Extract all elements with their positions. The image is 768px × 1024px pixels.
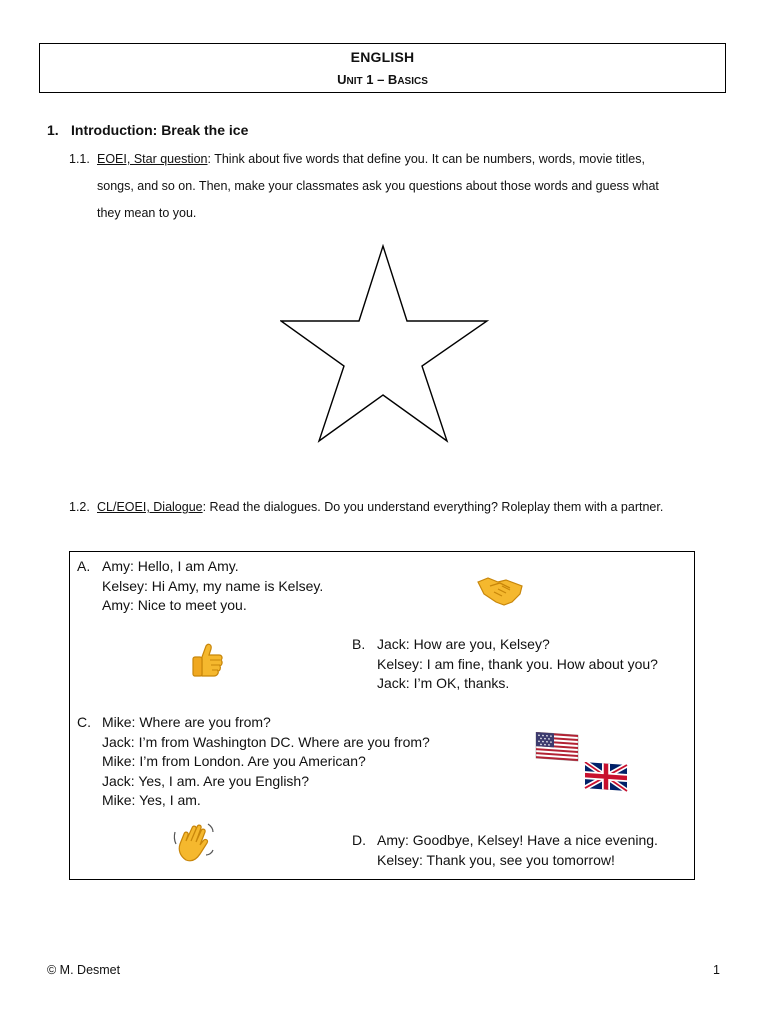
thumbs-up-emoji-icon xyxy=(190,642,224,678)
dialogue-b-text: Jack: How are you, Kelsey? xyxy=(377,636,550,652)
unit-title-mid: 1 – xyxy=(362,72,388,87)
activity-1-2-text: : Read the dialogues. Do you understand everything? Roleplay them with a partner. xyxy=(202,500,664,514)
dialogue-d-letter: D. xyxy=(352,832,366,848)
activity-1-1-line1 xyxy=(69,146,739,173)
dialogue-a-line: Kelsey: Hi Amy, my name is Kelsey. xyxy=(102,577,324,594)
unit-title-b: B xyxy=(387,72,398,87)
activity-1-2 xyxy=(69,494,739,521)
handshake-emoji-icon xyxy=(476,572,524,608)
dialogue-a-line: Amy: Nice to meet you. xyxy=(102,597,247,613)
unit-title-u: U xyxy=(337,72,347,87)
us-flag-icon xyxy=(535,732,579,762)
unit-title xyxy=(40,72,725,87)
activity-1-1-line3: they mean to you. xyxy=(97,206,197,220)
waving-hand-emoji-icon xyxy=(172,822,216,864)
activity-1-2-number: 1.2. xyxy=(69,500,90,514)
activity-1-1-number: 1.1. xyxy=(69,152,90,166)
uk-flag-icon xyxy=(584,762,628,792)
dialogue-a-text: Amy: Hello, I am Amy. xyxy=(102,558,239,574)
dialogue-d-text: Amy: Goodbye, Kelsey! Have a nice evening. xyxy=(377,832,658,848)
dialogue-d-line xyxy=(352,831,658,851)
dialogue-a-letter: A. xyxy=(77,558,91,574)
dialogue-c-line: Jack: Yes, I am. Are you English? xyxy=(102,772,310,789)
dialogue-b-line: Jack: I’m OK, thanks. xyxy=(377,675,510,691)
unit-title-asics: ASICS xyxy=(397,76,428,87)
activity-1-1-label: EOEI, Star question xyxy=(97,152,208,166)
activity-1-1-text1: : Think about five words that define you. It can be numbers, words, movie titles, xyxy=(207,152,645,166)
section-title: Introduction: Break the ice xyxy=(71,122,249,138)
unit-title-nit: NIT xyxy=(346,76,363,87)
dialogue-b xyxy=(352,635,658,694)
footer-copyright: © M. Desmet xyxy=(47,963,121,977)
dialogue-c xyxy=(77,713,430,811)
document-title: ENGLISH xyxy=(350,49,415,65)
dialogue-a-line xyxy=(77,557,323,577)
dialogue-b-line xyxy=(352,635,658,655)
dialogue-a xyxy=(77,557,323,616)
title-box xyxy=(39,43,726,93)
section-number: 1. xyxy=(47,122,59,138)
star-outline-icon xyxy=(280,244,490,444)
dialogue-c-text: Mike: Where are you from? xyxy=(102,714,271,730)
dialogue-d-line: Kelsey: Thank you, see you tomorrow! xyxy=(377,851,615,868)
dialogue-b-line: Kelsey: I am fine, thank you. How about you? xyxy=(377,655,658,672)
activity-1-1-line2: songs, and so on. Then, make your classmates ask you questions about those words and guess what xyxy=(97,179,659,193)
dialogue-c-line: Jack: I’m from Washington DC. Where are you from? xyxy=(102,733,430,750)
dialogue-c-line: Mike: Yes, I am. xyxy=(102,792,201,808)
dialogue-c-line: Mike: I’m from London. Are you American? xyxy=(102,753,366,769)
dialogue-c-line xyxy=(77,713,430,733)
activity-1-2-label: CL/EOEI, Dialogue xyxy=(97,500,203,514)
activity-1-1 xyxy=(69,146,739,227)
dialogue-d xyxy=(352,831,658,870)
page-number: 1 xyxy=(713,963,720,977)
section-heading xyxy=(47,122,248,138)
dialogue-c-letter: C. xyxy=(77,714,91,730)
dialogue-b-letter: B. xyxy=(352,636,366,652)
